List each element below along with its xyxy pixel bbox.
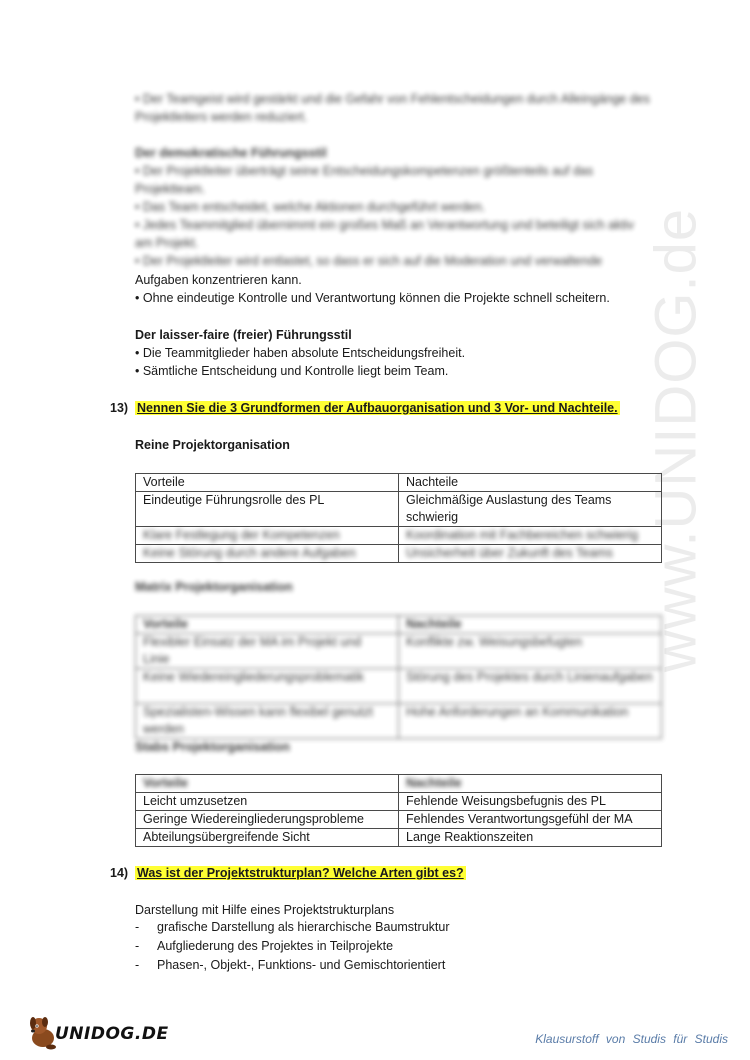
table-cell: Keine Wiedereingliederungsproblematik bbox=[136, 669, 399, 704]
text-line: • Ohne eindeutige Kontrolle und Verantwortung können die Projekte schnell scheitern. bbox=[135, 291, 610, 305]
table-row bbox=[136, 545, 662, 563]
table-row bbox=[136, 527, 662, 545]
text-line: am Projekt. bbox=[135, 236, 199, 250]
table-header: Vorteile bbox=[136, 775, 399, 793]
table-cell: Lange Reaktionszeiten bbox=[399, 829, 662, 847]
table-header-row bbox=[136, 616, 662, 634]
table-row bbox=[136, 669, 662, 704]
question-text: Was ist der Projektstrukturplan? Welche Arten gibt es? bbox=[137, 866, 464, 880]
table-row bbox=[136, 492, 662, 527]
table-header-row bbox=[136, 474, 662, 492]
table-row bbox=[136, 811, 662, 829]
reine-table bbox=[135, 473, 662, 563]
table-row bbox=[136, 634, 662, 669]
section-heading: Der laisser-faire (freier) Führungsstil bbox=[135, 328, 352, 342]
table-header: Nachteile bbox=[399, 474, 662, 492]
table-cell: Flexibler Einsatz der MA im Projekt und Linie bbox=[136, 634, 399, 669]
text-line: Projektleiters werden reduziert. bbox=[135, 110, 308, 124]
table-row bbox=[136, 704, 662, 739]
text-line: • Der Projektleiter wird entlastet, so dass er sich auf die Moderation und verwaltende bbox=[135, 254, 603, 268]
democratic-section-visible bbox=[135, 271, 675, 307]
table-row bbox=[136, 829, 662, 847]
text-line: • Der Teamgeist wird gestärkt und die Gefahr von Fehlentscheidungen durch Alleingänge des bbox=[135, 92, 650, 106]
question-13 bbox=[110, 399, 620, 417]
list-item: - Aufgliederung des Projektes in Teilprojekte bbox=[135, 937, 655, 956]
table-cell: Hohe Anforderungen an Kommunikation bbox=[399, 704, 662, 739]
unidog-logo bbox=[25, 1012, 169, 1052]
table-cell: Fehlende Weisungsbefugnis des PL bbox=[399, 793, 662, 811]
text-line: • Sämtliche Entscheidung und Kontrolle liegt beim Team. bbox=[135, 364, 449, 378]
question-number: 13) bbox=[110, 401, 129, 415]
table-cell: Klare Festlegung der Kompetenzen bbox=[136, 527, 399, 545]
logo-text: UNIDOG.DE bbox=[55, 1024, 169, 1044]
matrix-table bbox=[135, 615, 662, 739]
text-line: • Der Projektleiter überträgt seine Entscheidungskompetenzen größtenteils auf das bbox=[135, 164, 594, 178]
table-cell: Gleichmäßige Auslastung des Teams schwierig bbox=[399, 492, 662, 527]
democratic-section bbox=[135, 144, 675, 270]
table-cell: Keine Störung durch andere Aufgaben bbox=[136, 545, 399, 563]
table-row bbox=[136, 793, 662, 811]
text-line: Projektteam. bbox=[135, 182, 206, 196]
laissez-faire-section bbox=[135, 326, 675, 380]
table-cell: Eindeutige Führungsrolle des PL bbox=[136, 492, 399, 527]
section-heading: Der demokratische Führungsstil bbox=[135, 146, 327, 160]
question-text: Nennen Sie die 3 Grundformen der Aufbauorganisation und 3 Vor- und Nachteile. bbox=[137, 401, 618, 415]
top-paragraph bbox=[135, 90, 675, 126]
psp-intro: Darstellung mit Hilfe eines Projektstrukturplans bbox=[135, 903, 395, 917]
table-cell: Spezialisten-Wissen kann flexibel genutzt werden bbox=[136, 704, 399, 739]
list-item: - grafische Darstellung als hierarchische Baumstruktur bbox=[135, 918, 655, 937]
table-cell: Koordination mit Fachbereichen schwierig bbox=[399, 527, 662, 545]
table-header: Vorteile bbox=[136, 616, 399, 634]
table-cell: Abteilungsübergreifende Sicht bbox=[136, 829, 399, 847]
stabs-heading: Stabs Projektorganisation bbox=[135, 740, 290, 754]
stabs-table bbox=[135, 774, 662, 847]
text-line: Aufgaben konzentrieren kann. bbox=[135, 273, 302, 287]
table-header: Nachteile bbox=[399, 616, 662, 634]
text-line: • Das Team entscheidet, welche Aktionen durchgeführt werden. bbox=[135, 200, 486, 214]
table-cell: Geringe Wiedereingliederungsprobleme bbox=[136, 811, 399, 829]
table-cell: Konflikte zw. Weisungsbefugten bbox=[399, 634, 662, 669]
question-number: 14) bbox=[110, 866, 129, 880]
table-cell: Unsicherheit über Zukunft des Teams bbox=[399, 545, 662, 563]
table-cell: Störung des Projektes durch Linienaufgaben bbox=[399, 669, 662, 704]
list-item: - Phasen-, Objekt-, Funktions- und Gemischtorientiert bbox=[135, 956, 655, 975]
table-cell: Leicht umzusetzen bbox=[136, 793, 399, 811]
text-line: • Jedes Teammitglied übernimmt ein großes Maß an Verantwortung und beteiligt sich aktiv bbox=[135, 218, 634, 232]
psp-list bbox=[135, 918, 655, 975]
footer-tagline: Klausurstoff von Studis für Studis bbox=[535, 1032, 728, 1046]
table-header: Vorteile bbox=[136, 474, 399, 492]
table-cell: Fehlendes Verantwortungsgefühl der MA bbox=[399, 811, 662, 829]
reine-heading: Reine Projektorganisation bbox=[135, 438, 290, 452]
watermark: www.UNIDOG.de bbox=[643, 207, 709, 673]
matrix-heading: Matrix Projektorganisation bbox=[135, 580, 293, 594]
question-14 bbox=[110, 864, 466, 882]
table-header-row bbox=[136, 775, 662, 793]
text-line: • Die Teammitglieder haben absolute Entscheidungsfreiheit. bbox=[135, 346, 466, 360]
table-header: Nachteile bbox=[399, 775, 662, 793]
